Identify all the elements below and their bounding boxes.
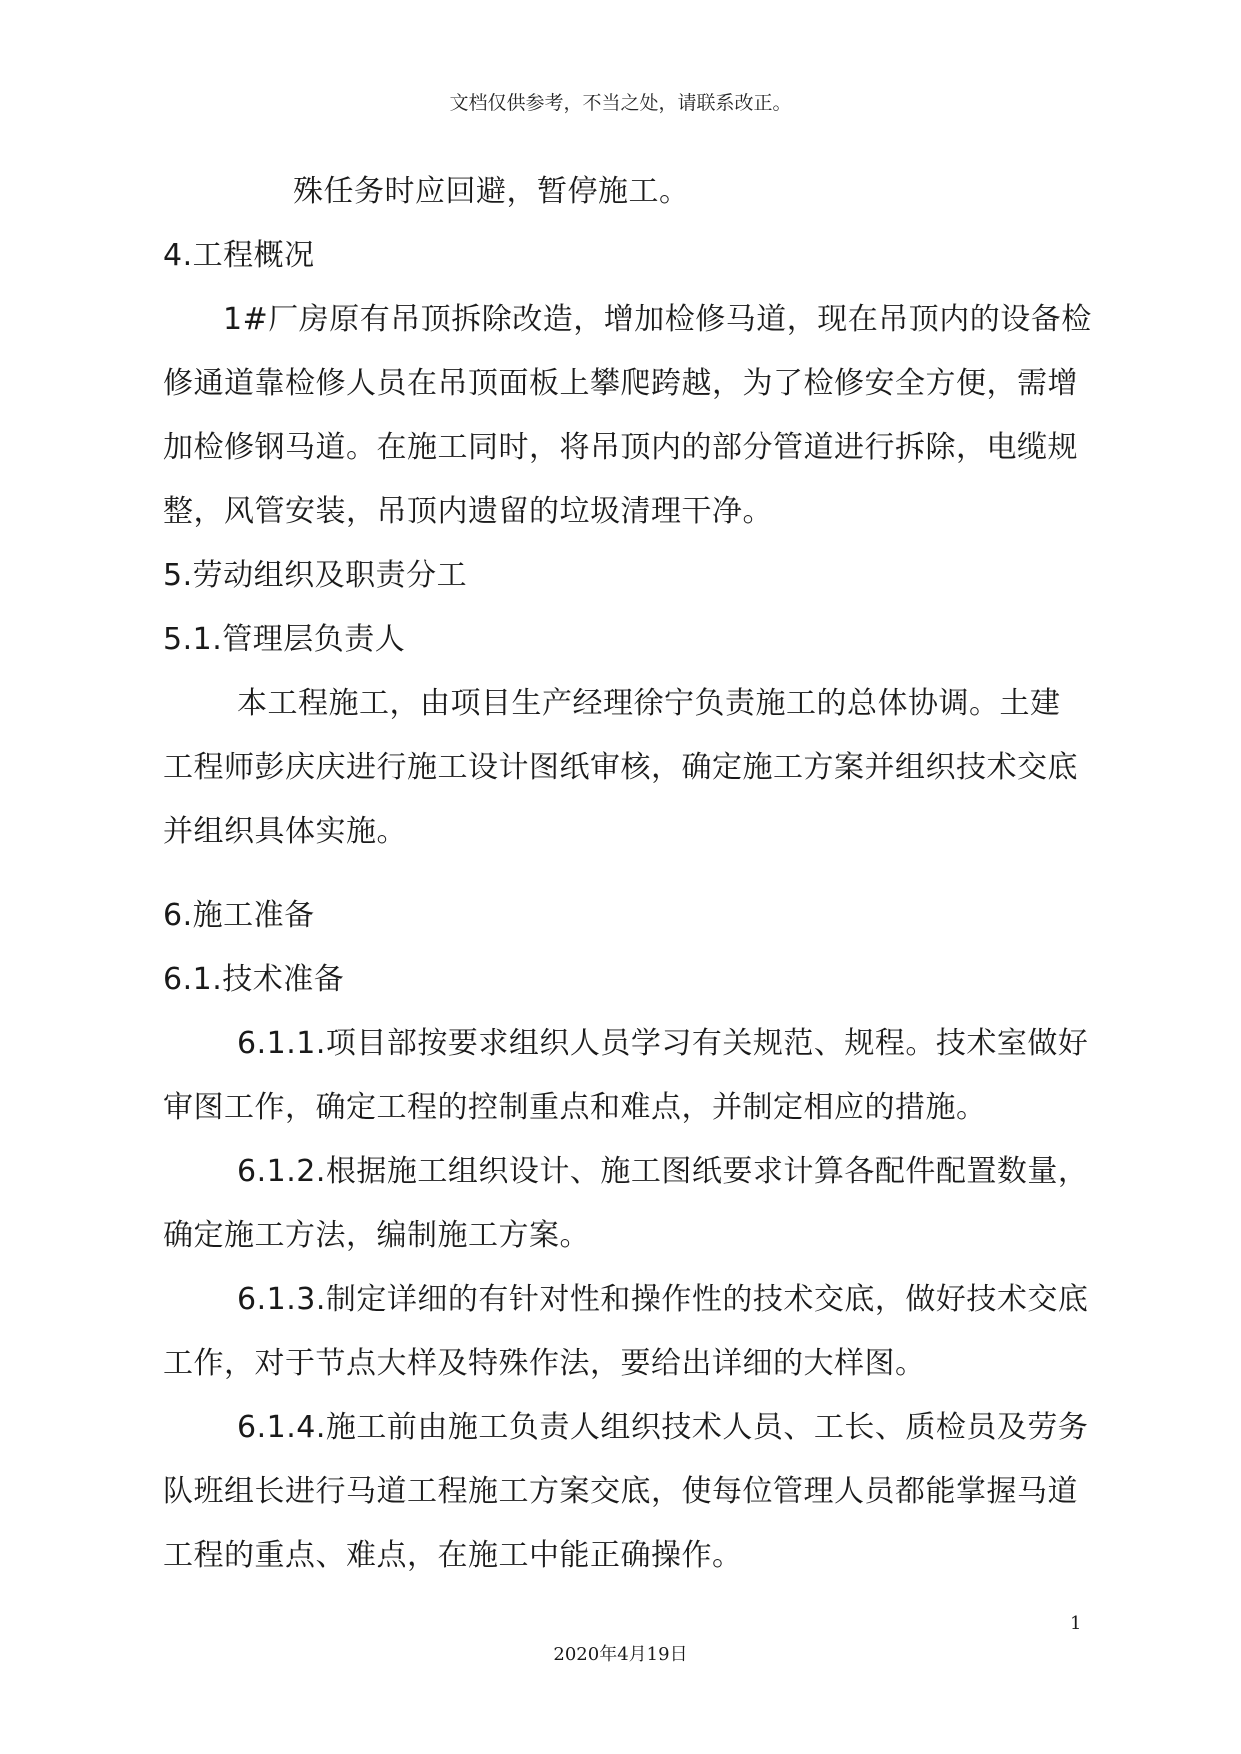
section-heading-5-1: 5.1.管理层负责人 (163, 622, 406, 657)
section-heading-4: 4.工程概况 (163, 238, 315, 273)
section-heading-6: 6.施工准备 (163, 898, 315, 933)
paragraph-line: 并组织具体实施。 (163, 814, 407, 849)
footer-date: 2020年4月19日 (553, 1644, 688, 1665)
paragraph-line: 1#厂房原有吊顶拆除改造，增加检修马道，现在吊顶内的设备检 (223, 302, 1092, 337)
section-heading-6-1: 6.1.技术准备 (163, 962, 345, 997)
paragraph-line: 确定施工方法，编制施工方案。 (163, 1218, 590, 1253)
paragraph-line: 队班组长进行马道工程施工方案交底，使每位管理人员都能掌握马道 (163, 1474, 1078, 1509)
header-note: 文档仅供参考，不当之处，请联系改正。 (449, 92, 792, 114)
paragraph-line: 整，风管安装，吊顶内遗留的垃圾清理干净。 (163, 494, 773, 529)
paragraph-line: 6.1.2.根据施工组织设计、施工图纸要求计算各配件配置数量， (237, 1154, 1089, 1189)
document-body (163, 160, 1092, 1588)
paragraph-line: 工程师彭庆庆进行施工设计图纸审核，确定施工方案并组织技术交底 (163, 750, 1078, 785)
paragraph-line: 修通道靠检修人员在吊顶面板上攀爬跨越，为了检修安全方便，需增 (163, 366, 1078, 401)
paragraph-line: 工作，对于节点大样及特殊作法，要给出详细的大样图。 (163, 1346, 926, 1381)
paragraph-line: 审图工作，确定工程的控制重点和难点，并制定相应的措施。 (163, 1090, 987, 1125)
paragraph-line: 6.1.1.项目部按要求组织人员学习有关规范、规程。技术室做好 (237, 1026, 1089, 1061)
spacer (163, 864, 1083, 884)
continuation-line: 殊任务时应回避，暂停施工。 (293, 174, 690, 209)
paragraph-line: 本工程施工，由项目生产经理徐宁负责施工的总体协调。土建 (237, 686, 1061, 721)
paragraph-line: 工程的重点、难点，在施工中能正确操作。 (163, 1538, 743, 1573)
paragraph-line: 6.1.3.制定详细的有针对性和操作性的技术交底，做好技术交底 (237, 1282, 1089, 1317)
section-heading-5: 5.劳动组织及职责分工 (163, 558, 468, 593)
paragraph-line: 6.1.4.施工前由施工负责人组织技术人员、工长、质检员及劳务 (237, 1410, 1089, 1445)
page-number: 1 (1070, 1613, 1082, 1634)
paragraph-line: 加检修钢马道。在施工同时，将吊顶内的部分管道进行拆除，电缆规 (163, 430, 1078, 465)
